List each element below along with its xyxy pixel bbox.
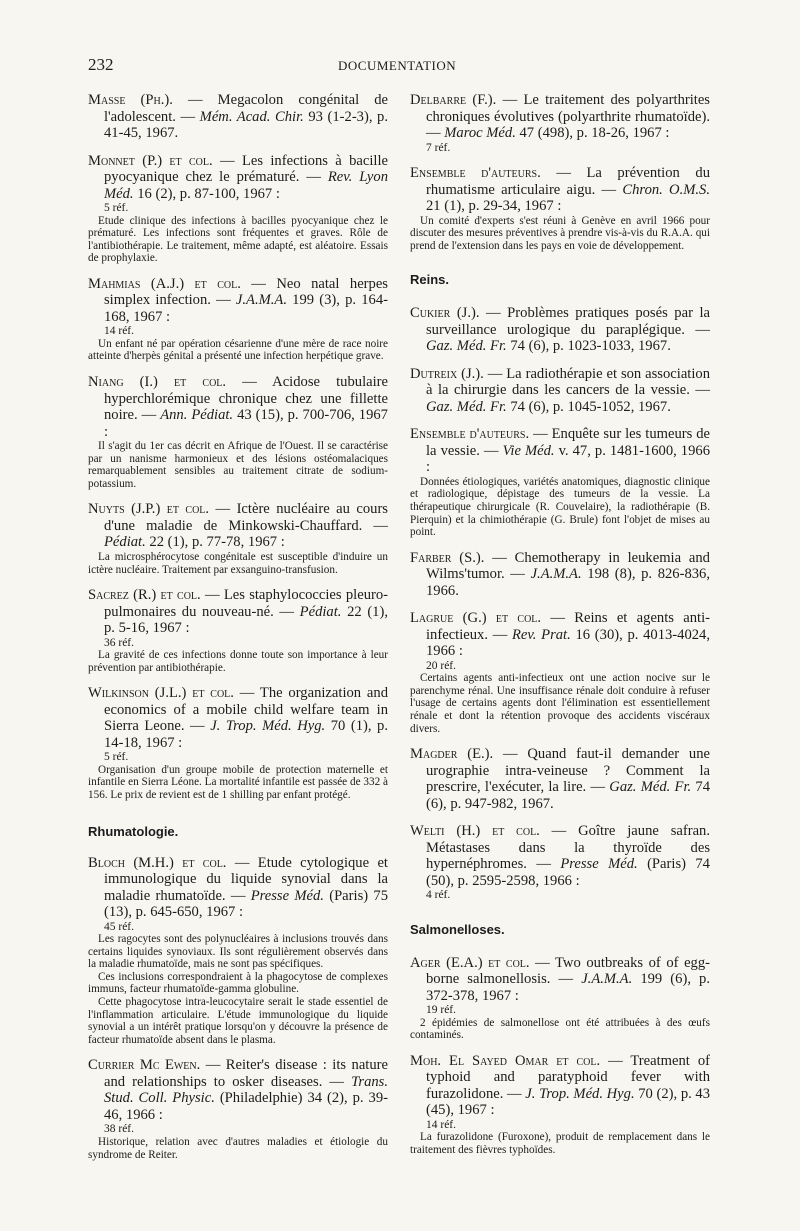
abstract-note: Historique, relation avec d'autres maladies et étiologie du syndrome de Reiter. — [88, 1135, 388, 1161]
section-heading-salmonelloses: Salmonelloses. — [410, 921, 505, 937]
citation-details: 93 (1-2-3), p. 41-45, 1967. — [104, 108, 388, 141]
citation — [410, 746, 710, 812]
author-name: Nuyts (J.P.) et col. — [88, 501, 210, 518]
journal-name: Ann. Pédiat. — [160, 407, 234, 424]
reference-count: 5 réf. — [104, 751, 129, 764]
citation-title: — Acidose tubulaire hyperchlorémique chronique chez une fillette noire. — — [104, 374, 388, 424]
bibliography-entry — [410, 366, 710, 416]
author-name: Welti (H.) et col. — [410, 823, 540, 840]
bibliography-entry — [88, 374, 388, 490]
citation-title: — Megacolon congénital de l'adolescent. — — [104, 92, 388, 125]
abstract-note: Certains agents anti-infectieux ont une action nocive sur le parenchyme rénal. Une insuffisance rénale doit conduire à refuser l'usage de certains agents dont l'élimination est essentiellement rénale et dont la rétention provoque des accidents viscéraux divers. — [410, 672, 710, 735]
citation-title: — Chemotherapy in leukemia and Wilms'tumor. — — [426, 549, 710, 583]
bibliography-entry — [88, 153, 388, 265]
journal-name: Gaz. Méd. Fr. — [609, 779, 692, 796]
journal-name: Chron. O.M.S. — [622, 181, 711, 198]
author-name: Ensemble d'auteurs. — [410, 426, 530, 443]
left-column — [88, 92, 388, 1172]
citation — [410, 426, 710, 476]
abstract-note: Cette phagocytose intra-leucocytaire serait le stade essentiel de l'inflammation articulaire. L'étude immunologique du liquide synovial a un intérêt pratique lorsqu'on y découvre la présence de facteur rhumatoïde absent dans le plasma. — [88, 996, 388, 1046]
citation-title: — The organization and economics of a mobile child welfare team in Sierra Leone. — — [104, 685, 388, 735]
citation-title: — La prévention du rhumatisme articulaire aigu. — — [426, 165, 710, 198]
author-name: Magder (E.). — [410, 746, 494, 763]
citation — [88, 276, 388, 326]
reference-count: 4 réf. — [426, 889, 451, 902]
author-name: Delbarre (F.). — [410, 92, 497, 108]
citation-title: — Le traitement des polyarthrites chroniques évolutives (polyarthrite rhumatoïde). — — [426, 92, 710, 141]
citation-title: — Two outbreaks of of egg-borne salmonellosis. — — [426, 954, 710, 988]
entry-group — [410, 305, 710, 901]
citation-details: 47 (498), p. 18-26, 1967 : — [515, 125, 670, 141]
author-name: Mahmias (A.J.) et col. — [88, 275, 241, 292]
bibliography-entry — [410, 955, 710, 1042]
author-name: Currier Mc Ewen. — [88, 1057, 201, 1074]
citation-details: 74 (6), p. 947-982, 1967. — [426, 779, 710, 812]
journal-name: Pédiat. — [104, 534, 146, 551]
journal-name: Pédiat. — [299, 603, 342, 620]
bibliography-entry — [410, 305, 710, 355]
journal-name: J.A.M.A. — [581, 971, 633, 988]
journal-name: Presse Méd. — [560, 856, 638, 873]
citation-details: (Paris) 75 (13), p. 645-650, 1967 : — [104, 887, 388, 921]
citation-title: — La radiothérapie et son association à la chirurgie dans les cancers de la vessie. — — [426, 365, 710, 399]
citation-title: — Les staphylococcies pleuro-pulmonaires du nouveau-né. — — [104, 587, 389, 620]
citation-title: — Quand faut-il demander une urographie intra-veineuse ? Comment la prescrire, l'exécuter, la lire. — — [426, 746, 710, 796]
citation-details: 198 (8), p. 826-836, 1966. — [426, 566, 710, 599]
journal-name: J.A.M.A. — [530, 566, 582, 583]
bibliography-entry — [410, 746, 710, 812]
bibliography-entry — [88, 587, 388, 674]
abstract-note: Un comité d'experts s'est réuni à Genève en avril 1966 pour discuter des mesures préventives à prendre vis-à-vis du R.A.A. qui prend de l'extension dans les pays en voie de développement. — [410, 214, 710, 252]
bibliography-entry — [88, 92, 388, 142]
citation-details: 74 (6), p. 1023-1033, 1967. — [506, 338, 671, 355]
author-name: Lagrue (G.) et col. — [410, 610, 542, 627]
citation — [410, 366, 710, 416]
bibliography-entry — [410, 426, 710, 538]
citation-title: — Enquête sur les tumeurs de la vessie. — — [426, 426, 710, 459]
section-heading-reins: Reins. — [410, 272, 450, 288]
bibliography-entry — [88, 685, 388, 801]
abstract-note: La microsphérocytose congénitale est susceptible d'induire un ictère nucléaire. Traitement par exsanguino-transfusion. — [88, 550, 388, 576]
citation-details: 22 (1), p. 77-78, 1967 : — [145, 534, 285, 551]
reference-count: 20 réf. — [426, 659, 457, 672]
citation-title: — Problèmes pratiques posés par la surveillance urologique du paraplégique. — — [426, 305, 710, 338]
bibliography-entry — [88, 501, 388, 576]
entry-group — [410, 92, 710, 252]
citation — [88, 1057, 388, 1123]
reference-count: 38 réf. — [104, 1123, 135, 1136]
abstract-note: Il s'agit du 1er cas décrit en Afrique de l'Ouest. Il se caractérise par un nanisme harmonieux et des lésions ostéomalaciques remarquablement sensibles au traitement citrate de sodium-potassium. — [88, 440, 388, 490]
citation-details: 43 (15), p. 700-706, 1967 : — [104, 407, 388, 440]
citation — [410, 165, 710, 215]
bibliography-entry — [88, 1057, 388, 1161]
author-name: Sacrez (R.) et col. — [88, 587, 201, 604]
author-name: Wilkinson (J.L.) et col. — [88, 685, 234, 702]
citation — [410, 823, 710, 889]
citation-title: — Neo natal herpes simplex infection. — — [104, 275, 388, 309]
author-name: Masse (Ph.). — [88, 92, 173, 108]
author-name: Farber (S.). — [410, 549, 485, 566]
citation-details: 199 (3), p. 164-168, 1967 : — [104, 292, 388, 325]
citation-title: — Les infections à bacille pyocyanique chez le prématuré. — — [104, 152, 388, 185]
journal-name: Maroc Méd. — [444, 125, 516, 141]
section-heading-rhumatologie: Rhumatologie. — [88, 823, 179, 839]
citation-details: (Paris) 74 (50), p. 2595-2598, 1966 : — [426, 856, 710, 889]
journal-name: Rev. Prat. — [512, 626, 571, 643]
entry-group — [88, 92, 388, 802]
author-name: Dutreix (J.). — [410, 365, 484, 382]
author-name: Ager (E.A.) et col. — [410, 954, 530, 971]
abstract-note: Un enfant né par opération césarienne d'une mère de race noire atteinte d'herpès génital a présenté une infection herpétique grave. — [88, 337, 388, 363]
journal-name: Vie Méd. — [502, 442, 555, 459]
bibliography-entry — [410, 1053, 710, 1157]
citation — [410, 92, 710, 142]
reference-count: 7 réf. — [426, 141, 451, 154]
citation — [88, 92, 388, 142]
author-name: Moh. El Sayed Omar et col. — [410, 1052, 601, 1069]
reference-count: 14 réf. — [426, 1118, 457, 1131]
citation — [410, 305, 710, 355]
citation-title: — Goître jaune safran. Métastases dans la thyroïde des hypernéphromes. — — [426, 823, 710, 873]
citation-details: 199 (6), p. 372-378, 1967 : — [426, 971, 711, 1004]
abstract-note: 2 épidémies de salmonellose ont été attribuées à des œufs contaminés. — [410, 1016, 710, 1042]
citation-title: — Treatment of typhoid and paratyphoid fever with furazolidone. — — [426, 1052, 710, 1102]
bibliography-entry — [410, 92, 710, 154]
entry-group — [88, 855, 388, 1162]
citation — [88, 374, 388, 440]
reference-count: 36 réf. — [104, 636, 135, 649]
abstract-note: Etude clinique des infections à bacilles pyocyanique chez le prématuré. Les infections sont fréquentes et graves. Rôle de l'antibiothérapie. Le traitement, même adapté, est aléatoire. Essais de prophylaxie. — [88, 214, 388, 265]
citation-details: 16 (30), p. 4013-4024, 1966 : — [426, 626, 710, 660]
journal-name: Presse Méd. — [250, 887, 324, 904]
author-name: Niang (I.) et col. — [88, 374, 227, 391]
journal-name: J. Trop. Méd. Hyg. — [525, 1085, 635, 1102]
citation-details: 70 (1), p. 14-18, 1967 : — [104, 718, 388, 751]
reference-count: 14 réf. — [104, 325, 135, 338]
journal-name: J. Trop. Méd. Hyg. — [210, 718, 326, 735]
right-column — [410, 92, 710, 1168]
author-name: Cukier (J.). — [410, 305, 480, 322]
citation-title: — Etude cytologique et immunologique du liquide synovial dans la maladie rhumatoïde. — — [104, 854, 388, 904]
abstract-note: Organisation d'un groupe mobile de protection maternelle et infantile en Sierra Léone. La mortalité infantile est passée de 332 à 156. Le prix de revient est de 1 shilling par enfant protégé. — [88, 763, 388, 801]
author-name: Bloch (M.H.) et col. — [88, 854, 227, 871]
journal-name: Mém. Acad. Chir. — [199, 108, 304, 125]
journal-name: Rev. Lyon Méd. — [104, 169, 388, 202]
bibliography-entry — [410, 610, 710, 735]
reference-count: 5 réf. — [104, 202, 129, 214]
citation — [88, 501, 388, 551]
citation — [410, 955, 710, 1005]
citation-details: 74 (6), p. 1045-1052, 1967. — [506, 398, 671, 415]
entry-group — [410, 955, 710, 1157]
citation-details: 70 (2), p. 43 (45), 1967 : — [426, 1085, 711, 1119]
citation — [410, 1053, 710, 1119]
running-title: DOCUMENTATION — [338, 58, 457, 73]
citation — [410, 550, 710, 600]
abstract-note: Données étiologiques, variétés anatomiques, diagnostic clinique et radiologique, dépistage des tumeurs de la vessie. La thérapeutique chirurgicale (R. Couvelaire), la radiothérapie (B. Pierquin) et la chimiothérapie (G. Brule) font l'objet de mises au point. — [410, 475, 710, 539]
citation — [88, 153, 388, 203]
citation-details: v. 47, p. 1481-1600, 1966 : — [426, 442, 710, 476]
citation-title: — Reiter's disease : its nature and relationships to osker diseases. — — [104, 1057, 388, 1090]
citation-details: 22 (1), p. 5-16, 1967 : — [104, 603, 388, 637]
journal-name: J.A.M.A. — [235, 292, 287, 309]
abstract-note: Les ragocytes sont des polynucléaires à inclusions trouvés dans certains liquides synoviaux. Ils sont régulièrement observés dans la maladie rhumatoïde, mais ne sont pas spécifiques. — [88, 933, 388, 971]
bibliography-entry — [410, 165, 710, 252]
journal-name: Gaz. Méd. Fr. — [426, 338, 507, 355]
citation-title: — Ictère nucléaire au cours d'une maladie de Minkowski-Chauffard. — — [104, 501, 388, 534]
bibliography-entry — [88, 276, 388, 363]
citation — [88, 855, 388, 921]
abstract-note: La furazolidone (Furoxone), produit de remplacement dans le traitement des fièvres typhoïdes. — [410, 1131, 710, 1156]
page-number: 232 — [88, 55, 114, 74]
abstract-note: Ces inclusions correspondraient à la phagocytose de complexes immuns, facteur rhumatoïde-gamma globuline. — [88, 970, 388, 996]
bibliography-entry — [410, 550, 710, 600]
citation-details: 16 (2), p. 87-100, 1967 : — [133, 185, 280, 202]
citation — [410, 610, 710, 660]
citation-details: (Philadelphie) 34 (2), p. 39-46, 1966 : — [104, 1090, 388, 1123]
reference-count: 45 réf. — [104, 920, 135, 933]
citation — [88, 685, 388, 751]
citation-title: — Reins et agents anti-infectieux. — — [426, 610, 710, 643]
author-name: Monnet (P.) et col. — [88, 152, 213, 169]
journal-name: Gaz. Méd. Fr. — [426, 398, 507, 415]
citation-details: 21 (1), p. 29-34, 1967 : — [426, 198, 562, 214]
citation — [88, 587, 388, 637]
bibliography-entry — [88, 855, 388, 1047]
abstract-note: La gravité de ces infections donne toute son importance à leur prévention par antibiothérapie. — [88, 649, 388, 674]
reference-count: 19 réf. — [426, 1004, 457, 1017]
bibliography-entry — [410, 823, 710, 902]
author-name: Ensemble d'auteurs. — [410, 165, 541, 181]
journal-name: Trans. Stud. Coll. Physic. — [104, 1073, 388, 1107]
page-header — [88, 55, 716, 79]
